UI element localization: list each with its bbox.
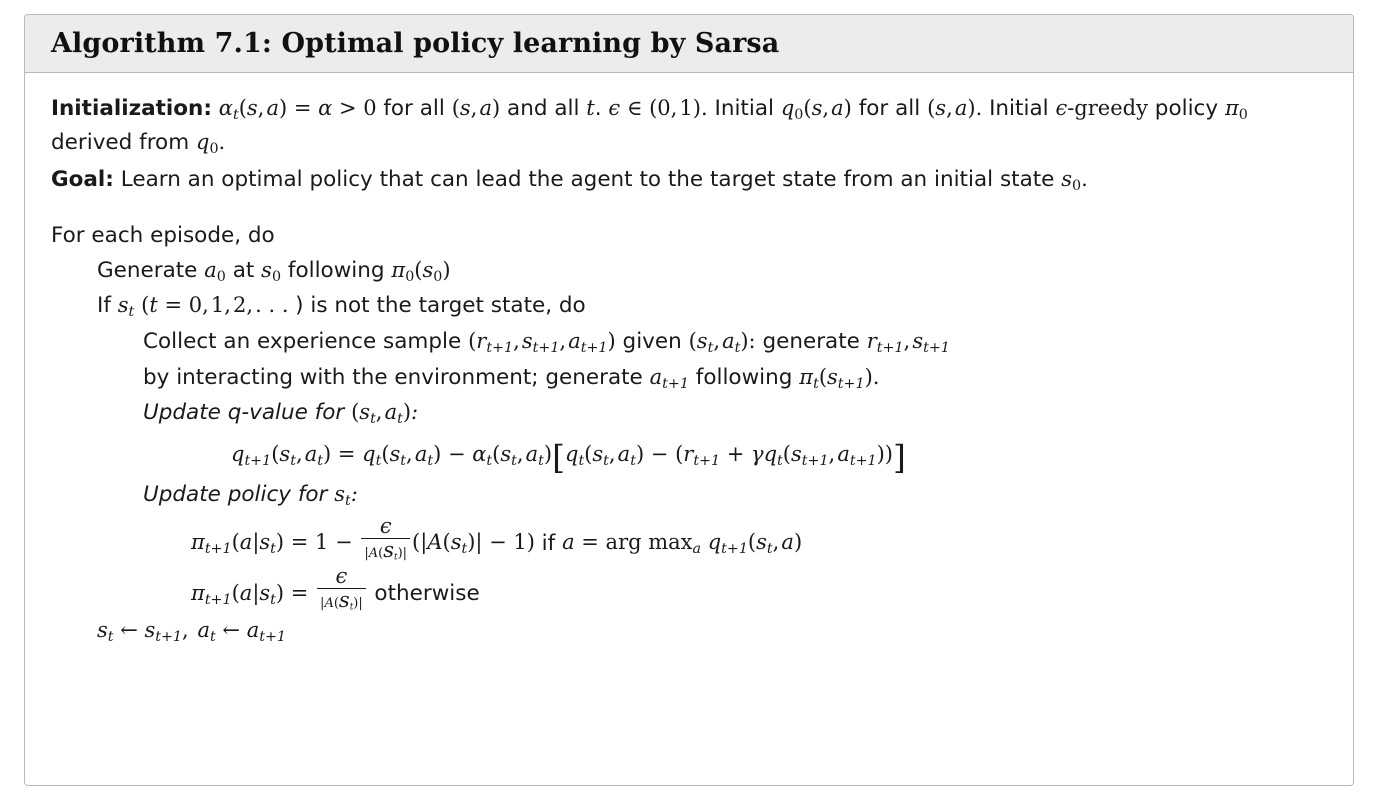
goal-label: Goal:	[51, 167, 114, 193]
goal-block	[51, 164, 1327, 198]
given-label: given	[622, 329, 682, 355]
for-each-episode-text: For each episode, do	[51, 223, 275, 249]
policy-greedy-math: $\pi_{t+1}(a|s_t) = 1$ − $\frac{\epsilon}{|A(s_t)|}$ $(|A(s_t)| - 1)$	[191, 513, 542, 563]
equation-q-update	[51, 437, 1327, 477]
line-update-qvalue	[51, 397, 1327, 431]
initialization-math-7: ϵ-greedy	[1055, 96, 1148, 120]
initialization-math-5: q0(s, a)	[780, 96, 852, 123]
if-text-tail: ) is not the target state, do	[295, 293, 586, 319]
line-update-policy	[51, 479, 1327, 513]
otherwise-label: otherwise	[374, 580, 480, 606]
policy-greedy-argmax: a = arg $\max_a q_{t+1}(s_t$, a)	[562, 530, 803, 558]
collect-math-pair: ($s_t$, $a_t$):	[688, 329, 756, 357]
generate-label-2: generate	[762, 329, 860, 355]
line-policy-greedy	[51, 515, 1327, 563]
at-label: at	[232, 257, 255, 283]
initialization-math-2: (s, a)	[451, 96, 501, 120]
initialization-text-b: and all	[507, 96, 580, 121]
algorithm-title: Algorithm 7.1: Optimal policy learning by Sarsa	[51, 28, 780, 59]
if-label: If	[97, 293, 111, 319]
algorithm-header	[25, 15, 1353, 73]
initialization-text-d: for all	[858, 96, 921, 121]
goal-math: s0.	[1061, 167, 1088, 195]
generate-math-a0: a0	[204, 257, 226, 285]
argmax-label: arg max	[605, 530, 693, 555]
update-policy-math: $s_t$:	[334, 481, 358, 509]
algorithm-body	[25, 73, 1353, 661]
line-collect-sample	[51, 326, 1327, 360]
line-generate-a0	[51, 255, 1327, 289]
initialization-math-6: (s, a).	[927, 96, 983, 120]
generate-math-pi0: π0(s0)	[391, 257, 451, 285]
line-interacting	[51, 362, 1327, 396]
initialization-label: Initialization:	[51, 96, 212, 121]
update-policy-label: Update policy for	[143, 481, 328, 507]
initialization-math-8: π0	[1224, 96, 1248, 123]
initialization-text-e: Initial	[989, 96, 1049, 121]
initialization-math-4: ϵ ∈ (0, 1).	[608, 96, 708, 120]
initialization-math-9: q0.	[196, 129, 226, 157]
interacting-math-a: $a_{t+1}$	[649, 364, 689, 392]
initialization-text-g: derived from	[51, 129, 190, 155]
initialization-math: $\alpha_t(s$, a) = α > 0	[218, 96, 377, 123]
goal-text: Learn an optimal policy that can lead the agent to the target state from an initial state	[120, 167, 1055, 193]
equation-q-update-math: $q_{t+1}(s_t$, $a_t) = q_t(s_t$, $a_t) - \alpha_t(s_t$, $a_t)[q_t(s_t$, $a_t) - (r_{t+1} + \gamma q_t(s_{t+1}$, $a_{t+1}$))]	[231, 437, 906, 477]
collect-label: Collect an experience sample	[143, 329, 462, 355]
following-label-2: following	[695, 364, 793, 390]
algorithm-box	[24, 14, 1354, 786]
if-math-range: (t = 0, 1, 2, . . .	[141, 293, 296, 318]
by-interacting-label: by interacting with the environment; generate	[143, 364, 643, 390]
if-math-st: $s_t$	[117, 293, 135, 321]
initialization-math-3: t	[586, 96, 595, 120]
line-policy-otherwise	[51, 565, 1327, 613]
generate-label: Generate	[97, 257, 198, 283]
initialization-text-c: Initial	[714, 96, 774, 121]
line-if-not-target	[51, 290, 1327, 324]
initialization-block: Initialization: $\alpha_t(s$, a) = α > 0 for all (s, a) and all t. ϵ ∈ (0, 1). Initial q0(s, a) for all (s, a). Initial ϵ-greedy policy π0 derived from q0.	[51, 96, 1248, 157]
assignments-math: $s_t$ ← $s_{t+1}$, $a_t$ ← $a_{t+1}$	[97, 618, 286, 646]
generate-math-s0: s0	[261, 257, 282, 285]
initialization-text-f: policy	[1154, 96, 1219, 121]
policy-otherwise-math: $\pi_{t+1}(a|s_t)$ = $\frac{\epsilon}{|A(s_t)|}$	[191, 581, 374, 605]
line-for-each-episode	[51, 220, 1327, 253]
collect-math-rs: $r_{t+1}$, $s_{t+1}$	[866, 329, 950, 357]
update-qvalue-label: Update q-value for	[143, 400, 345, 426]
if-word-label: if	[541, 530, 556, 556]
interacting-math-pi: $\pi_t(s_{t+1})$.	[799, 364, 880, 392]
following-label-1: following	[287, 257, 385, 283]
line-assignments	[51, 615, 1327, 649]
update-qvalue-math: ($s_t$, $a_t$):	[351, 400, 419, 428]
collect-math-tuple: ($r_{t+1}$, $s_{t+1}$, $a_{t+1}$)	[468, 329, 616, 357]
initialization-text-a: for all	[383, 96, 445, 121]
